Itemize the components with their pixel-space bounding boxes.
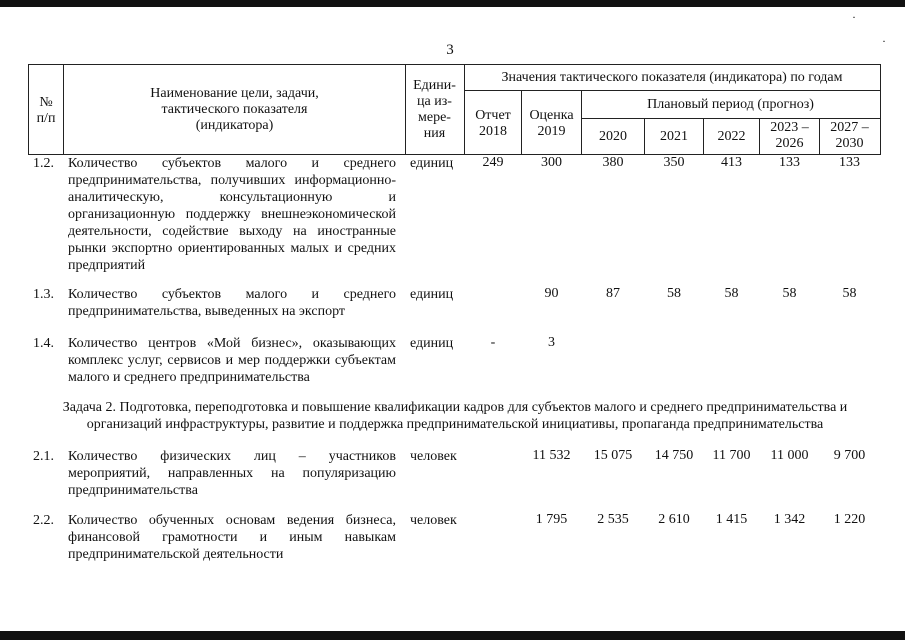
row-indicator-name: Количество центров «Мой бизнес», оказывающих комплекс услуг, сервисов и мер поддержки субъектам малого и среднего предпринимательства — [68, 336, 396, 385]
value-2019: 11 532 — [532, 448, 571, 463]
row-unit: человек — [410, 449, 457, 464]
row-indicator-name: Количество субъектов малого и среднего предпринимательства, выведенных на экспорт — [68, 287, 396, 319]
header-num-col: № п/п — [36, 95, 56, 126]
value-2027-2030: 58 — [842, 286, 857, 301]
value-2019: 90 — [544, 286, 559, 301]
header-estimate-2019: Оценка 2019 — [529, 108, 574, 139]
value-2023-2026: 11 000 — [770, 448, 809, 463]
task-2-heading: Задача 2. Подготовка, переподготовка и повышение квалификации кадров для субъектов малого и среднего предпринимательства и организаций инфраструктуры, развитие и поддержка предпринимательской инициативы, пропаганда предпринимательства — [62, 400, 848, 432]
header-report-2018: Отчет 2018 — [475, 108, 511, 139]
header-plan-title: Плановый период (прогноз) — [647, 97, 814, 112]
row-number: 1.4. — [33, 336, 54, 351]
value-2018: - — [490, 335, 496, 350]
row-number: 1.3. — [33, 287, 54, 302]
bottom-border-bar — [0, 631, 905, 640]
header-values-title: Значения тактического показателя (индикатора) по годам — [501, 70, 843, 85]
header-name-col: Наименование цели, задачи, тактического показателя (индикатора) — [150, 86, 319, 133]
header-year-2020: 2020 — [599, 129, 627, 144]
value-2019: 3 — [548, 335, 555, 350]
value-2022: 58 — [724, 286, 739, 301]
value-2021: 14 750 — [654, 448, 694, 463]
value-2020: 2 535 — [597, 512, 629, 527]
value-2019: 300 — [541, 155, 562, 170]
value-2022: 413 — [721, 155, 742, 170]
header-year-2022: 2022 — [717, 129, 746, 144]
value-2020: 87 — [606, 286, 620, 301]
value-2027-2030: 133 — [839, 155, 860, 170]
top-border-bar — [0, 0, 905, 7]
row-number: 2.2. — [33, 513, 54, 528]
scan-mark: · — [882, 34, 886, 48]
row-unit: единиц — [410, 336, 454, 351]
header-year-2023-2026: 2023 – 2026 — [770, 120, 809, 151]
header-year-2021: 2021 — [660, 129, 688, 144]
page-number: 3 — [446, 42, 454, 58]
row-indicator-name: Количество обученных основам ведения бизнеса, финансовой грамотности и иным навыкам предпринимательской деятельности — [68, 513, 396, 562]
value-2027-2030: 9 700 — [833, 448, 866, 463]
value-2021: 350 — [663, 155, 685, 170]
row-indicator-name: Количество субъектов малого и среднего предпринимательства, получивших информационно-аналитическую, консультационную и организационную поддержку внешнеэкономической деятельности, содействие выходу на иностранные рынки экспортно ориентированных малых и средних предприятий — [68, 156, 396, 273]
value-2020: 15 075 — [593, 448, 633, 463]
value-2023-2026: 1 342 — [773, 512, 806, 527]
row-number: 1.2. — [33, 156, 54, 171]
row-unit: человек — [410, 513, 457, 528]
value-2022: 1 415 — [715, 512, 748, 527]
row-unit: единиц — [410, 287, 454, 302]
header-year-2027-2030: 2027 – 2030 — [830, 120, 869, 151]
value-2018: 249 — [482, 155, 504, 170]
value-2023-2026: 133 — [779, 155, 800, 170]
row-indicator-name: Количество физических лиц – участников мероприятий, направленных на популяризацию предпринимательства — [68, 449, 396, 498]
value-2019: 1 795 — [535, 512, 568, 527]
row-number: 2.1. — [33, 449, 54, 464]
value-2021: 2 610 — [658, 512, 690, 527]
value-2021: 58 — [667, 286, 681, 301]
value-2020: 380 — [602, 155, 624, 170]
header-unit-col: Едини- ца из- мере- ния — [413, 78, 456, 141]
scan-mark: · — [852, 10, 856, 24]
value-2023-2026: 58 — [782, 286, 797, 301]
value-2022: 11 700 — [712, 448, 751, 463]
row-unit: единиц — [410, 156, 454, 171]
value-2027-2030: 1 220 — [833, 512, 866, 527]
